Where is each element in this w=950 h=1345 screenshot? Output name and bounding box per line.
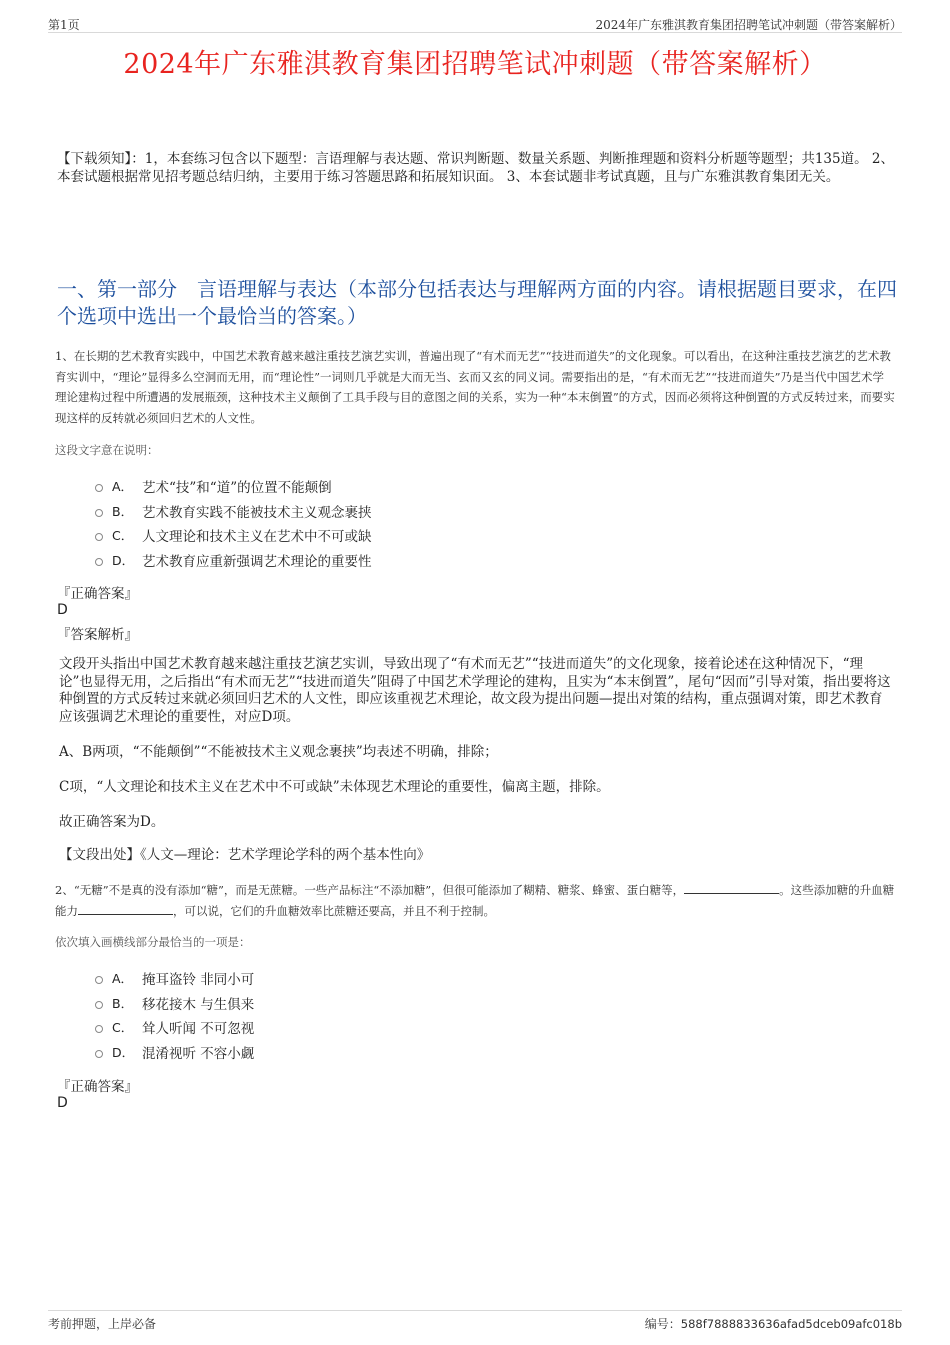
option-letter: B． [112,995,134,1011]
stem-text: ，可以说，它们的升血糖效率比蔗糖还要高，并且不利于控制。 [173,903,495,918]
fill-blank-2[interactable] [78,902,173,915]
footer-code [645,1315,902,1332]
code-label: 编号： [644,1317,681,1331]
radio-button-icon[interactable] [95,1001,103,1009]
question-1-analysis-paragraph: A、B两项，“不能颠倒”“不能被技术主义观念裹挟”均表述不明确，排除； [59,744,498,760]
header-doc-title: 2024年广东雅淇教育集团招聘笔试冲刺题（带答案解析） [595,18,902,32]
page-title: 2024年广东雅淇教育集团招聘笔试冲刺题（带答案解析） [123,49,827,80]
option-text: 人文理论和技术主义在艺术中不可或缺 [142,529,372,546]
code-value: 588f7888833636afad5dceb09afc018b [680,1317,902,1331]
question-1-option-a[interactable] [95,474,372,499]
option-letter: C． [112,1020,134,1036]
question-2-prompt: 依次填入画横线部分最恰当的一项是： [55,935,251,949]
option-text: 耸人听闻 不可忽视 [142,1021,255,1038]
question-2-option-c[interactable] [95,1015,254,1040]
question-2-option-a[interactable] [95,966,254,991]
question-1-option-d[interactable] [95,548,372,573]
question-1-source: 【文段出处】《人文—理论：艺术学理论学科的两个基本性向》 [59,847,431,863]
option-text: 掩耳盗铃 非同小可 [142,972,255,989]
download-notice: 【下载须知】：1，本套练习包含以下题型：言语理解与表达题、常识判断题、数量关系题、判断推理题和资料分析题等题型；共135道。 2、本套试题根据常见招考题总结归纳，主要用于练习答题思路和拓展知识面。 3、本套试题非考试真题，且与广东雅淇教育集团无关。 [57,151,894,185]
radio-button-icon[interactable] [95,484,103,492]
radio-button-icon[interactable] [95,533,103,541]
radio-button-icon[interactable] [95,509,103,517]
fill-blank-1[interactable] [684,881,779,894]
option-letter: A． [112,479,134,495]
page-header [48,14,902,33]
question-1-analysis-paragraph: 文段开头指出中国艺术教育越来越注重技艺演艺实训，导致出现了“有术而无艺”“技进而道失”的文化现象，接着论述在这种情况下，“理论”也显得无用，之后指出“有术而无艺”“技进而道失”阻碍了中国艺术学理论的建构，且实为“本末倒置”，尾句“因而”引导对策，指出要将这种倒置的方式反转过来就必须回归艺术的人文性，即应该重视艺术理论，故文段为提出问题—提出对策的结构，重点强调对策，即艺术教育应该强调艺术理论的重要性，对应D项。 [59,656,891,725]
question-1-answer-label: 『正确答案』 [57,586,138,602]
option-text: 艺术“技”和“道”的位置不能颠倒 [142,480,332,497]
question-1-option-b[interactable] [95,499,372,524]
question-1-option-c[interactable] [95,523,372,548]
option-text: 移花接木 与生俱来 [142,996,255,1013]
question-2-option-d[interactable] [95,1040,254,1065]
stem-text: 2、“无糖”不是真的没有添加“糖”，而是无蔗糖。一些产品标注“不添加糖”，但很可能添加了糊精、糖浆、蜂蜜、蛋白糖等， [55,883,685,897]
footer-slogan: 考前押题，上岸必备 [48,1317,157,1331]
question-2-answer: D [57,1095,68,1111]
radio-button-icon[interactable] [95,1050,103,1058]
question-1-stem: 1、在长期的艺术教育实践中，中国艺术教育越来越注重技艺演艺实训，普遍出现了“有术而无艺”“技进而道失”的文化现象。可以看出，在这种注重技艺演艺的艺术教育实训中，“理论”显得多么空洞而无用，而“理论性”一词则几乎就是大而无当、玄而又玄的同义词。需要指出的是，“有术而无艺”“技进而道失”乃是当代中国艺术学理论建构过程中所遭遇的发展瓶颈，这种技术主义颠倒了工具手段与目的意图之间的关系，实为一种“本末倒置”的方式，因而必须将这种倒置的方式反转过来，而要实现这样的反转就必须回归艺术的人文性。 [55,349,895,425]
option-letter: D． [112,552,135,568]
question-1-conclusion: 故正确答案为D。 [59,814,165,830]
page-number: 第1页 [48,18,80,32]
option-letter: C． [112,528,134,544]
question-1-prompt: 这段文字意在说明： [55,443,159,457]
option-letter: A． [112,971,134,987]
question-2-stem [55,880,895,921]
question-1-options [95,474,372,572]
page-footer [48,1310,902,1331]
question-2-option-b[interactable] [95,991,254,1016]
question-1-answer: D [57,602,68,618]
section-heading: 一、第一部分 言语理解与表达（本部分包括表达与理解两方面的内容。请根据题目要求，在四个选项中选出一个最恰当的答案。） [57,277,897,328]
radio-button-icon[interactable] [95,1025,103,1033]
option-text: 艺术教育应重新强调艺术理论的重要性 [142,553,372,570]
question-1-analysis-paragraph: C项，“人文理论和技术主义在艺术中不可或缺”未体现艺术理论的重要性，偏离主题，排除。 [59,779,610,795]
option-letter: B． [112,503,134,519]
option-text: 艺术教育实践不能被技术主义观念裹挟 [142,504,372,521]
question-2-options [95,966,254,1064]
question-1-analysis-label: 『答案解析』 [57,627,138,643]
question-2-answer-label: 『正确答案』 [57,1079,138,1095]
option-text: 混淆视听 不容小觑 [142,1045,255,1062]
stem-text: 。这些添加糖的升血糖能力 [55,883,895,918]
radio-button-icon[interactable] [95,558,103,566]
option-letter: D． [112,1044,135,1060]
radio-button-icon[interactable] [95,976,103,984]
